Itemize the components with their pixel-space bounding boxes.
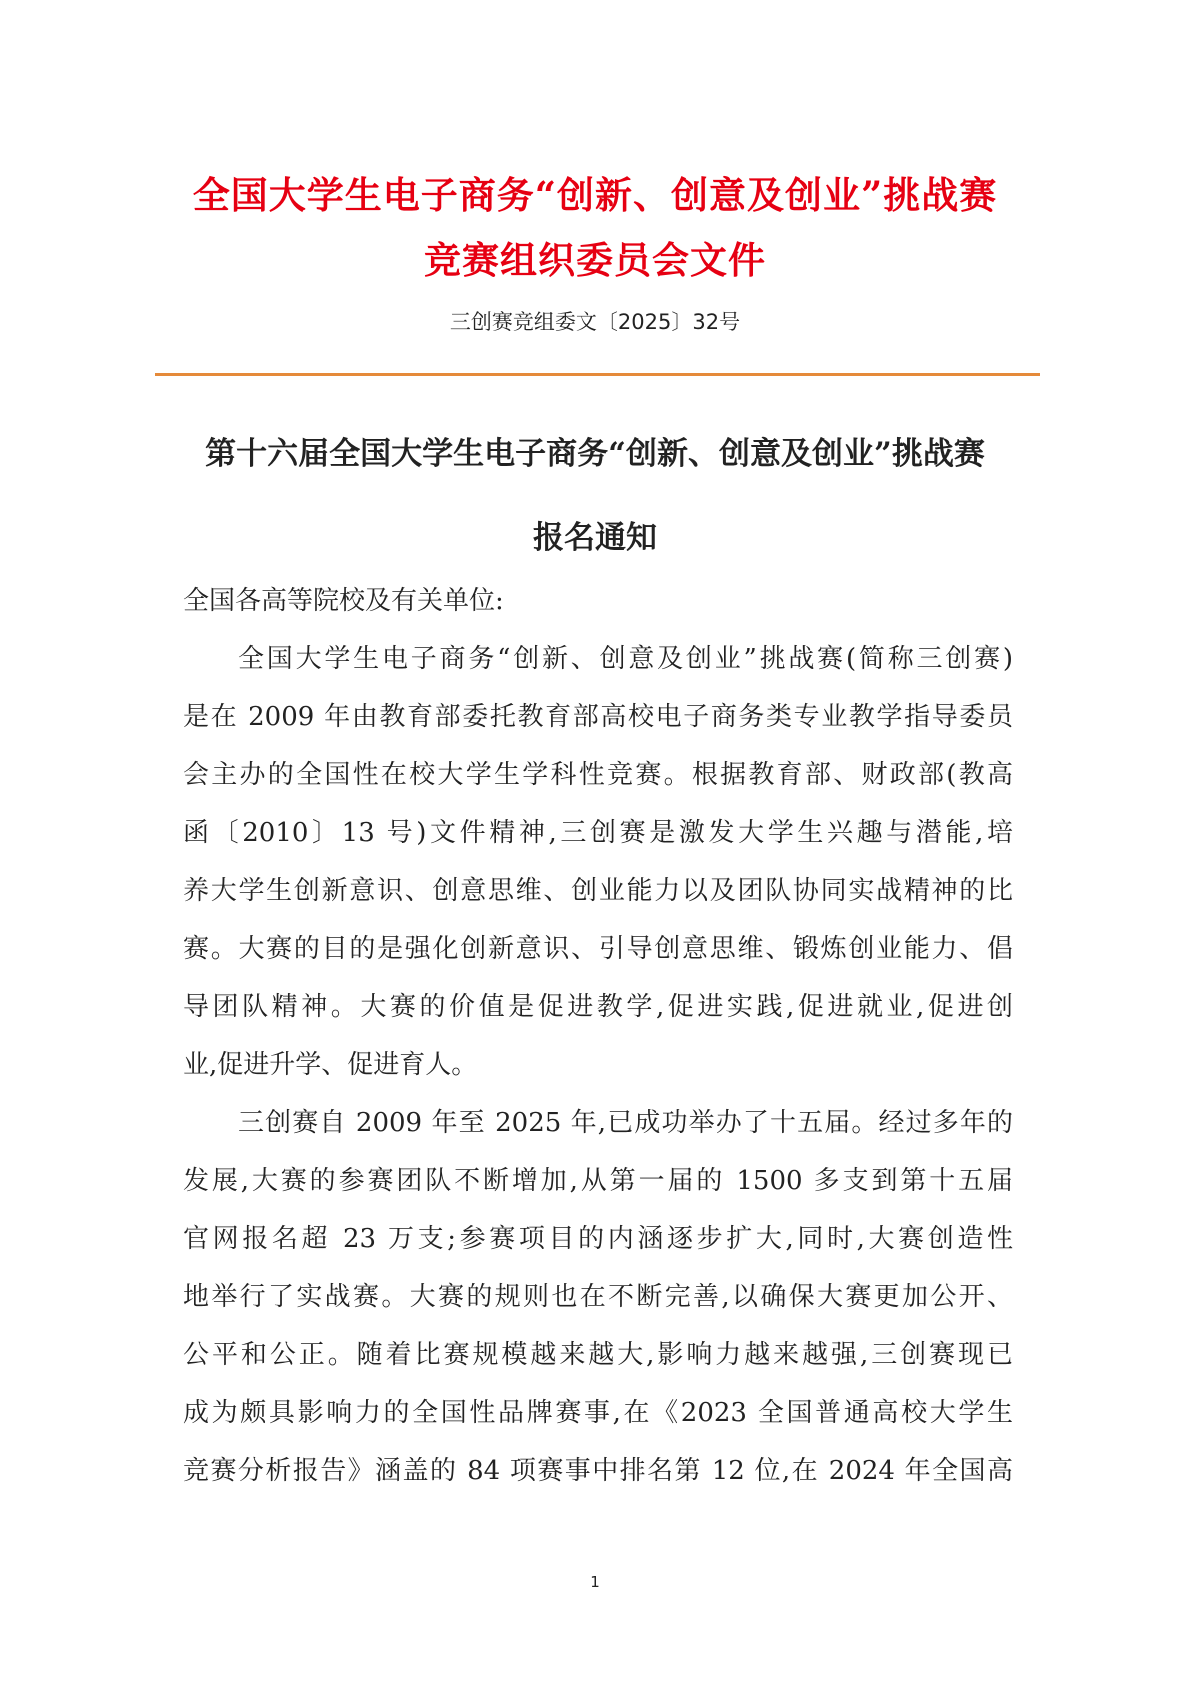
notice-title-line1: 第十六届全国大学生电子商务“创新、创意及创业”挑战赛 [205,436,985,472]
header-divider [155,373,1040,376]
paragraph2-line: 三创赛自 2009 年至 2025 年,已成功举办了十五届。经过多年的 [238,1108,1013,1138]
page-number: 1 [590,1573,600,1591]
document-number: 三创赛竞组委文〔2025〕32号 [449,310,741,334]
paragraph1-line: 养大学生创新意识、创意思维、创业能力以及团队协同实战精神的比 [183,876,1013,906]
paragraph2-line: 地举行了实战赛。大赛的规则也在不断完善,以确保大赛更加公开、 [183,1282,1013,1312]
salutation: 全国各高等院校及有关单位: [183,586,504,616]
paragraph2-line: 公平和公正。随着比赛规模越来越大,影响力越来越强,三创赛现已 [183,1340,1013,1370]
paragraph1-line: 赛。大赛的目的是强化创新意识、引导创意思维、锻炼创业能力、倡 [183,934,1013,964]
paragraph1-line: 导团队精神。大赛的价值是促进教学,促进实践,促进就业,促进创 [183,992,1013,1022]
paragraph2-line: 官网报名超 23 万支;参赛项目的内涵逐步扩大,同时,大赛创造性 [183,1224,1013,1254]
paragraph1-line: 业,促进升学、促进育人。 [183,1050,478,1080]
paragraph1-line: 是在 2009 年由教育部委托教育部高校电子商务类专业教学指导委员 [183,702,1013,732]
paragraph2-line: 发展,大赛的参赛团队不断增加,从第一届的 1500 多支到第十五届 [183,1166,1013,1196]
header-title-line1: 全国大学生电子商务“创新、创意及创业”挑战赛 [192,173,998,217]
paragraph1-line: 全国大学生电子商务“创新、创意及创业”挑战赛(简称三创赛) [238,644,1013,674]
paragraph1-line: 函〔2010〕13 号)文件精神,三创赛是激发大学生兴趣与潜能,培 [183,818,1013,848]
paragraph2-line: 竞赛分析报告》涵盖的 84 项赛事中排名第 12 位,在 2024 年全国高 [183,1456,1013,1486]
header-title-line2: 竞赛组织委员会文件 [424,238,766,282]
paragraph2-line: 成为颇具影响力的全国性品牌赛事,在《2023 全国普通高校大学生 [183,1398,1013,1428]
paragraph1-line: 会主办的全国性在校大学生学科性竞赛。根据教育部、财政部(教高 [183,760,1013,790]
notice-title-line2: 报名通知 [533,520,657,556]
